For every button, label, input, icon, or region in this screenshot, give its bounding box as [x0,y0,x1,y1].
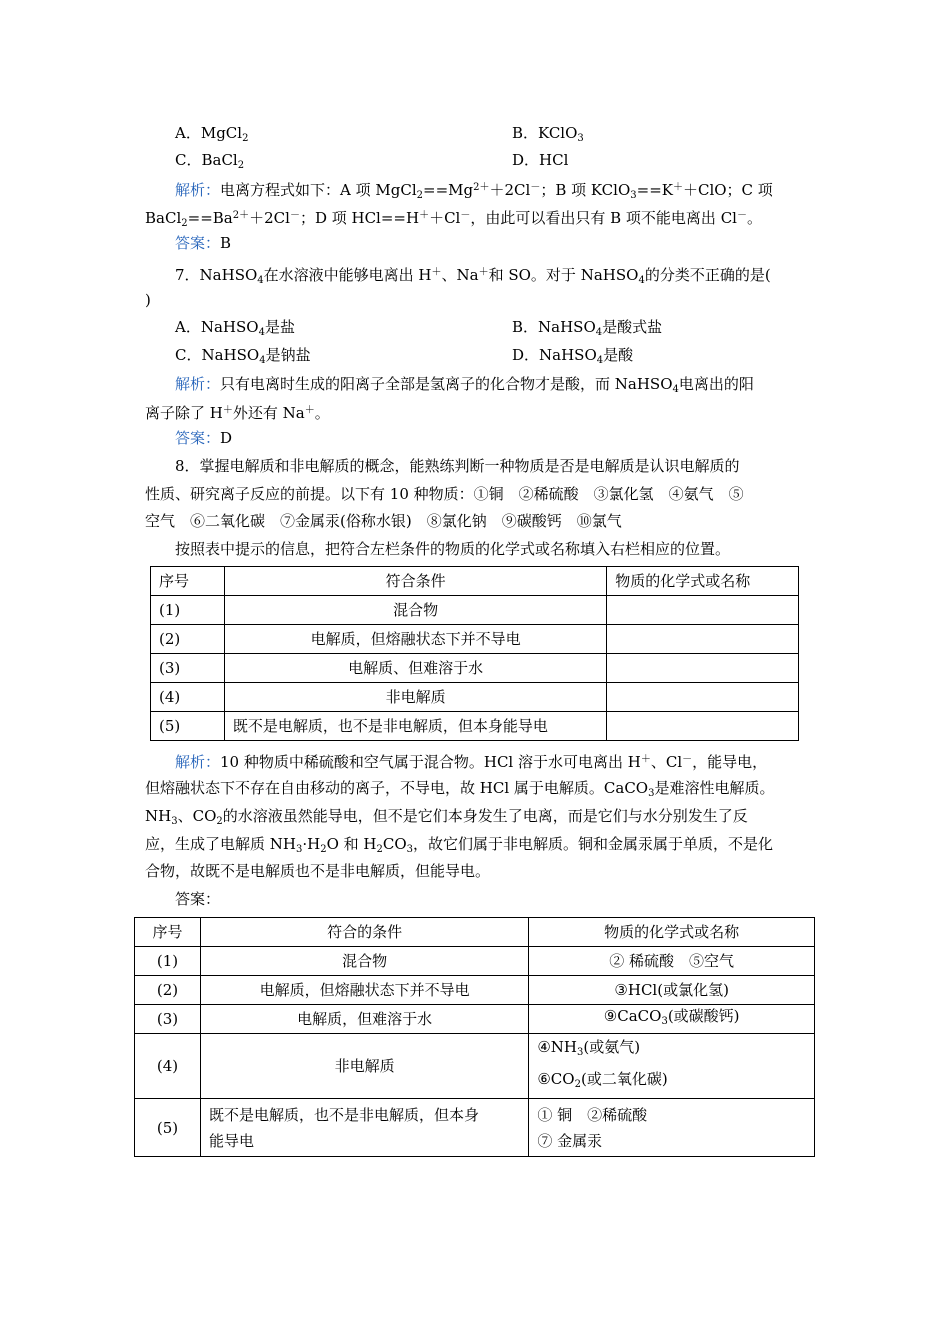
table-cell: (1) [151,596,225,625]
q6-option-c: C．BaCl$_2$ [175,151,245,171]
table-row [135,947,815,976]
q8-analysis-line4: 应，生成了电解质 $NH_3\cdot H_2O$ 和 $H_2CO_3$，故它们属于非电解质。铜和金属汞属于单质，不是化 [145,835,774,855]
table-row [151,596,799,625]
table-cell: 物质的化学式或名称 [529,918,815,947]
table-cell: 电解质，但熔融状态下并不导电 [224,625,606,654]
table-cell: 既不是电解质，也不是非电解质，但本身 能导电 [200,1099,528,1157]
table-cell: (5) [151,712,225,741]
table-cell: 非电解质 [224,683,606,712]
table-cell: 既不是电解质，也不是非电解质，但本身能导电 [224,712,606,741]
answer-blank-cell [607,654,799,683]
table-row [135,1005,815,1034]
q8-stem-line4: 按照表中提示的信息，把符合左栏条件的物质的化学式或名称填入右栏相应的位置。 [175,540,731,558]
table-row [151,712,799,741]
q7-option-a: A．NaHSO$_4$是盐 [175,318,295,338]
table-cell: ① 铜 ②稀硫酸 ⑦ 金属汞 [529,1099,815,1157]
answer-blank-cell [607,712,799,741]
q7-stem-line1: 7．NaHSO$_4$在水溶液中能够电离出 H＋、Na＋和 SO。对于 NaHSO$_4$的分类不正确的是( [175,266,771,286]
table-row [151,625,799,654]
table-row [135,1034,815,1099]
q6-option-d: D．HCl [512,151,569,169]
table-cell: 混合物 [200,947,528,976]
table-cell: (4) [135,1034,201,1099]
table-cell: (4) [151,683,225,712]
table-cell: (3) [151,654,225,683]
q6-option-b: B．KClO$_3$ [512,124,584,144]
q6-analysis-line2: $BaCl_2==Ba^{2+}+2Cl^-$；D 项 HCl==H＋＋Cl－，由此可以看出只有 B 项不能电离出 Cl－。 [145,209,762,229]
table-row [151,683,799,712]
table-cell: (5) [135,1099,201,1157]
q8-stem-line1: 8．掌握电解质和非电解质的概念，能熟练判断一种物质是否是电解质是认识电解质的 [175,457,740,475]
table-row [151,654,799,683]
table-header-row [135,918,815,947]
table-row [135,1099,815,1157]
table-cell: (2) [151,625,225,654]
table-cell: (2) [135,976,201,1005]
q8-analysis-line1: 解析：10 种物质中稀硫酸和空气属于混合物。HCl 溶于水可电离出 H＋、Cl－，能导电， [175,753,768,771]
table-cell: (3) [135,1005,201,1034]
table-cell: ③HCl(或氯化氢) [529,976,815,1005]
q7-analysis-line1: 解析：只有电离时生成的阳离子全部是氢离子的化合物才是酸，而 NaHSO$_4$电离出的阳 [175,375,754,395]
table-header-row [151,567,799,596]
answer-blank-cell [607,625,799,654]
q7-option-c: C．NaHSO$_4$是钠盐 [175,346,311,366]
q8-answer-label: 答案： [175,890,221,908]
table-cell: 电解质、但难溶于水 [224,654,606,683]
table-cell: 非电解质 [200,1034,528,1099]
q7-analysis-line2: 离子除了 H＋外还有 Na＋。 [145,404,330,422]
table-cell: 序号 [135,918,201,947]
q8-question-table [150,566,799,741]
answer-blank-cell [607,596,799,625]
q8-answer-table [134,917,815,1157]
table-cell: 混合物 [224,596,606,625]
table-cell: ⑨CaCO$_3$(或碳酸钙) [529,1005,815,1034]
table-cell: 序号 [151,567,225,596]
table-cell: (1) [135,947,201,976]
table-cell: 物质的化学式或名称 [607,567,799,596]
table-cell: 符合的条件 [200,918,528,947]
answer-blank-cell [607,683,799,712]
q7-option-b: B．NaHSO$_4$是酸式盐 [512,318,663,338]
table-cell: 电解质，但熔融状态下并不导电 [200,976,528,1005]
q8-analysis-line2: 但熔融状态下不存在自由移动的离子，不导电，故 HCl 属于电解质。CaCO$_3$是难溶性电解质。 [145,779,775,799]
q7-option-d: D．NaHSO$_4$是酸 [512,346,634,366]
q7-stem-line2: ) [145,291,151,309]
q8-analysis-line5: 合物，故既不是电解质也不是非电解质，但能导电。 [145,862,491,880]
table-row [135,976,815,1005]
q6-analysis-line1: 解析：电离方程式如下：A 项 $MgCl_2==Mg^{2+}+2Cl^-$；B 项 KClO$_3$==K＋＋ClO；C 项 [175,181,773,201]
q6-answer: 答案：B [175,234,232,252]
q6-option-a: A．MgCl$_2$ [175,124,249,144]
q7-answer: 答案：D [175,429,233,447]
table-cell: 电解质，但难溶于水 [200,1005,528,1034]
q8-analysis-line3: $NH_3$、$CO_2$的水溶液虽然能导电，但不是它们本身发生了电离，而是它们与水分别发生了反 [145,807,748,827]
table-cell: ② 稀硫酸 ⑤空气 [529,947,815,976]
table-cell: $④NH_3$(或氨气) $⑥CO_2$(或二氧化碳) [529,1034,815,1099]
q8-stem-line2: 性质、研究离子反应的前提。以下有 10 种物质：①铜 ②稀硫酸 ③氯化氢 ④氨气 ⑤ [145,485,744,503]
table-cell: 符合条件 [224,567,606,596]
q8-stem-line3: 空气 ⑥二氧化碳 ⑦金属汞(俗称水银) ⑧氯化钠 ⑨碳酸钙 ⑩氯气 [145,512,622,530]
